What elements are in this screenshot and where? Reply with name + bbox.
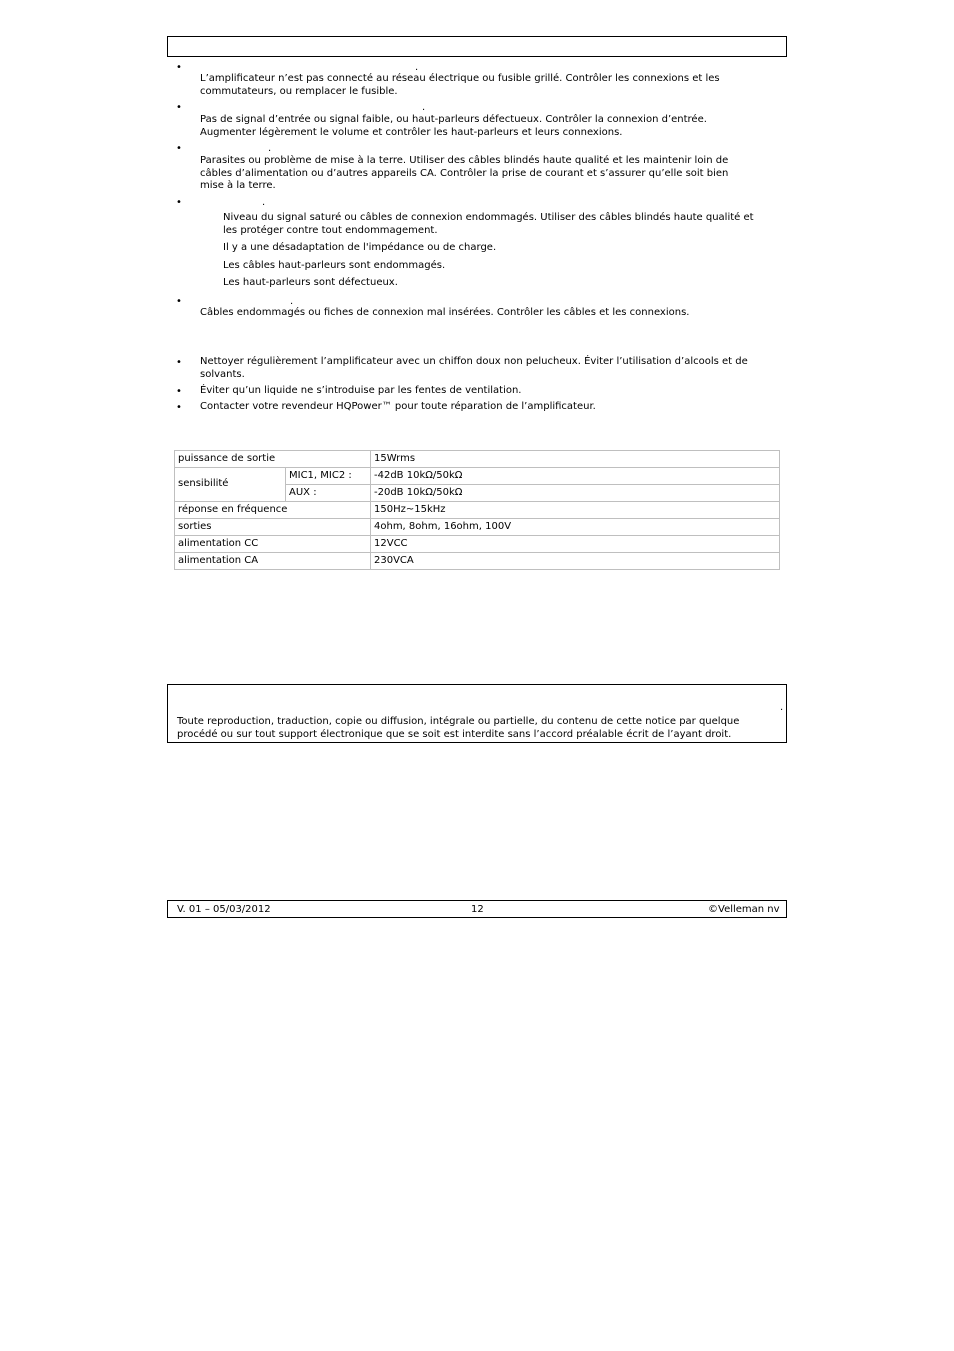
spec-value: 15Wrms [371, 451, 780, 468]
spec-label: sensibilité [175, 468, 286, 502]
troubleshoot-sub-4: Les haut-parleurs sont défectueux. [223, 277, 398, 288]
heading-period: . [415, 62, 419, 73]
troubleshoot-item-1: L’amplificateur n’est pas connecté au réseau électrique ou fusible grillé. Contrôler les connexions et les commutateurs, ou remplacer le fusible. [200, 73, 720, 97]
troubleshoot-item-5: Câbles endommagés ou fiches de connexion mal insérées. Contrôler les câbles et les connexions. [200, 307, 690, 318]
copyright-notice: Toute reproduction, traduction, copie ou diffusion, intégrale ou partielle, du contenu de cette notice par quelque procédé ou sur tout support électronique que se soit est interdite sans l’accord préalable écrit de l’ayant droit. [177, 716, 740, 740]
spec-value: 150Hz~15kHz [371, 502, 780, 519]
heading-period: . [290, 296, 294, 307]
bullet: • [176, 357, 182, 368]
table-row [175, 553, 780, 570]
troubleshoot-sub-2: Il y a une désadaptation de l'impédance ou de charge. [223, 242, 497, 253]
footer-version: V. 01 – 05/03/2012 [177, 904, 271, 915]
bullet: • [176, 386, 182, 397]
spec-value: -20dB 10kΩ/50kΩ [371, 485, 780, 502]
spec-label: sorties [175, 519, 371, 536]
bullet: • [176, 296, 182, 307]
table-row [175, 502, 780, 519]
specifications-table [174, 450, 780, 570]
bullet: • [176, 402, 182, 413]
spec-label: puissance de sortie [175, 451, 371, 468]
table-row [175, 519, 780, 536]
spec-label: alimentation CC [175, 536, 371, 553]
bullet: • [176, 62, 182, 73]
table-row [175, 536, 780, 553]
footer-brand: ©Velleman nv [708, 904, 780, 915]
bullet: • [176, 197, 182, 208]
spec-value: 4ohm, 8ohm, 16ohm, 100V [371, 519, 780, 536]
page-number: 12 [471, 904, 484, 915]
header-box [167, 36, 787, 57]
troubleshoot-sub-1: Niveau du signal saturé ou câbles de connexion endommagés. Utiliser des câbles blindés haute qualité et les protéger contre tout endommagement. [223, 212, 754, 236]
bullet: • [176, 102, 182, 113]
spec-label: alimentation CA [175, 553, 371, 570]
spec-value: -42dB 10kΩ/50kΩ [371, 468, 780, 485]
maintenance-item-3: Contacter votre revendeur HQPower™ pour toute réparation de l’amplificateur. [200, 401, 596, 412]
troubleshoot-item-2: Pas de signal d’entrée ou signal faible, ou haut-parleurs défectueux. Contrôler la connexion d’entrée. Augmenter légèrement le volume et contrôler les haut-parleurs et leurs connexions. [200, 114, 707, 138]
spec-value: 230VCA [371, 553, 780, 570]
troubleshoot-item-3: Parasites ou problème de mise à la terre. Utiliser des câbles blindés haute qualité et les maintenir loin de câbles d’alimentation ou d’autres appareils CA. Contrôler la prise de courant et s’assurer qu’elle soit bien mise à la terre. [200, 155, 729, 191]
heading-period: . [262, 197, 266, 208]
maintenance-item-1: Nettoyer régulièrement l’amplificateur avec un chiffon doux non pelucheux. Éviter l’utilisation d’alcools et de solvants. [200, 356, 748, 380]
troubleshoot-sub-3: Les câbles haut-parleurs sont endommagés. [223, 260, 446, 271]
spec-label: réponse en fréquence [175, 502, 371, 519]
spec-value: 12VCC [371, 536, 780, 553]
heading-period: . [422, 102, 426, 113]
table-row [175, 451, 780, 468]
table-row [175, 468, 780, 485]
spec-sublabel: MIC1, MIC2 : [286, 468, 371, 485]
heading-period: . [780, 702, 784, 713]
bullet: • [176, 143, 182, 154]
copyright-box [167, 684, 787, 743]
spec-sublabel: AUX : [286, 485, 371, 502]
heading-period: . [268, 143, 272, 154]
maintenance-item-2: Éviter qu’un liquide ne s’introduise par les fentes de ventilation. [200, 385, 522, 396]
